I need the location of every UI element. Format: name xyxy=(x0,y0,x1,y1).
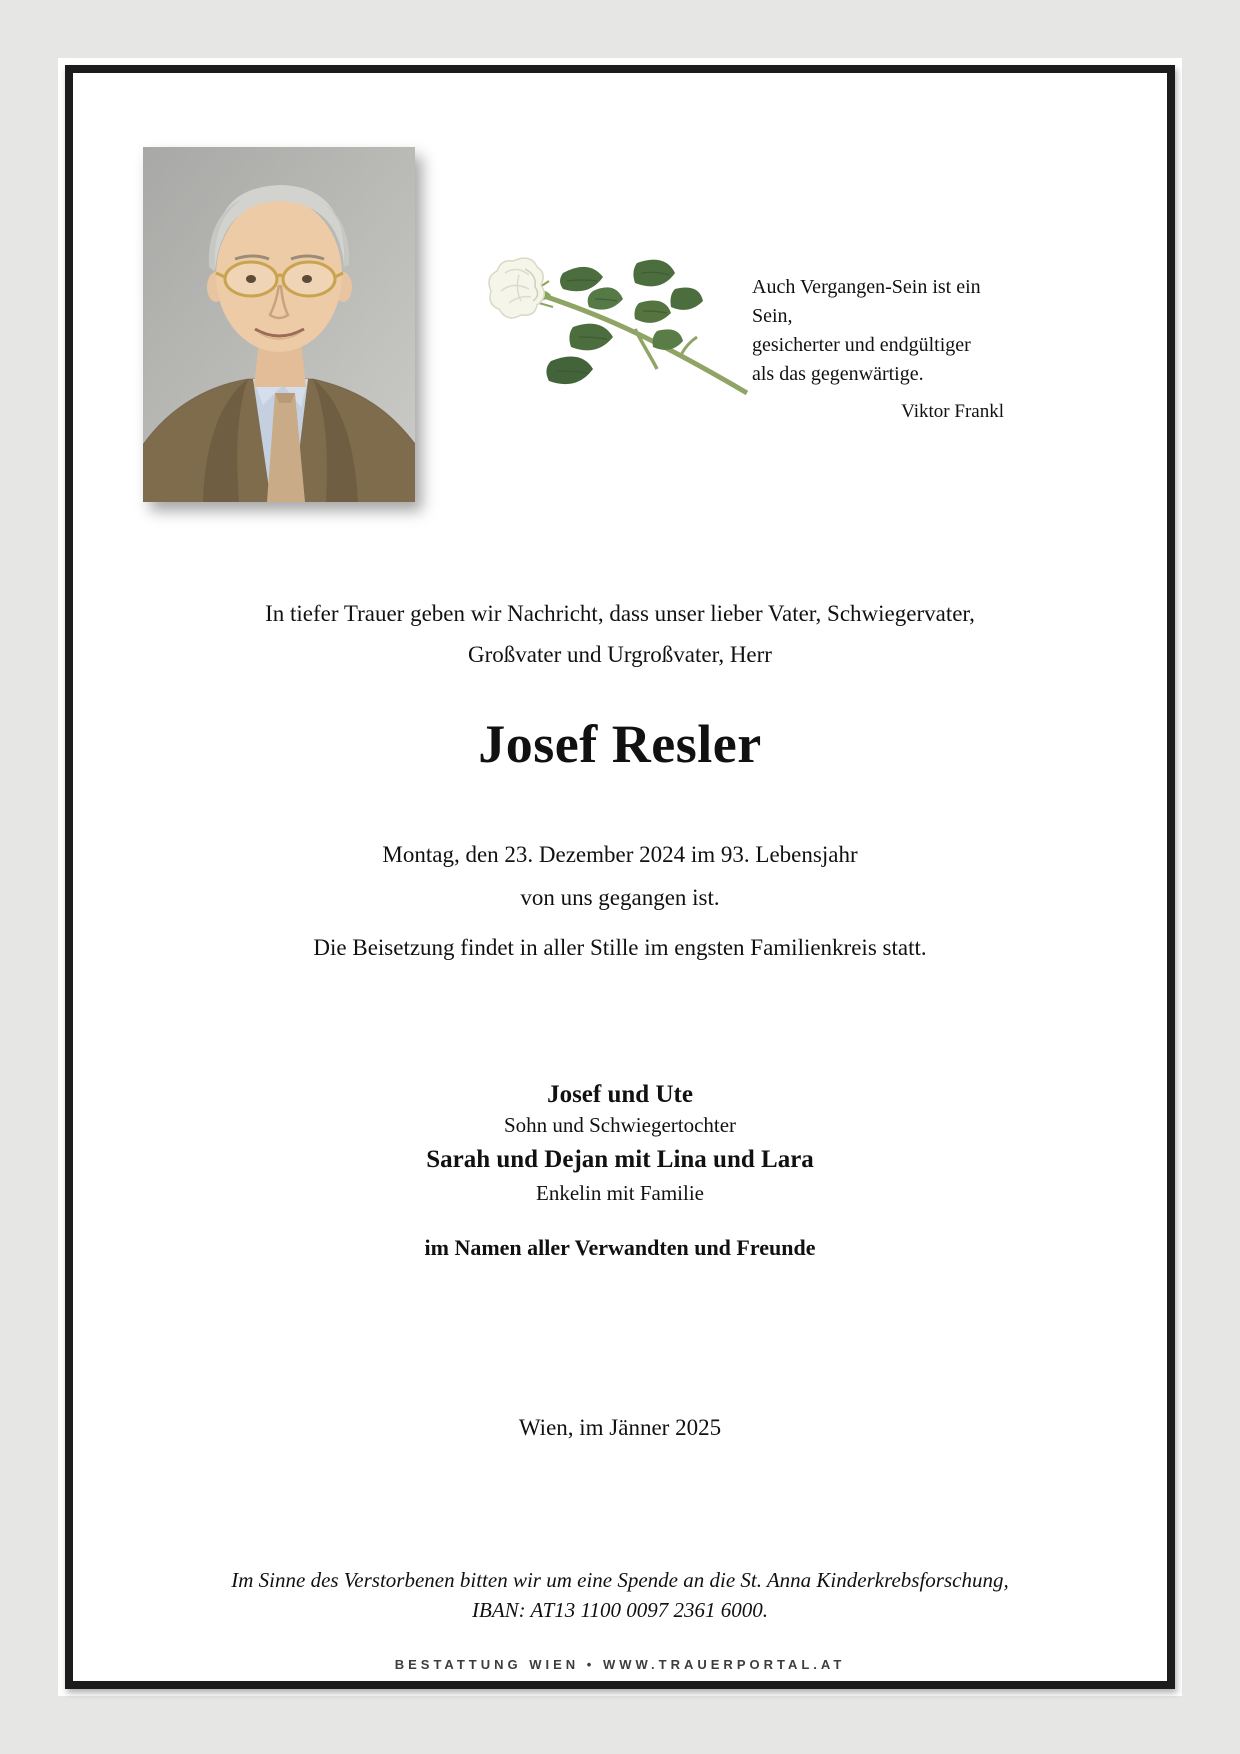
death-date-block xyxy=(73,833,1167,919)
quote-line: als das gegenwärtige. xyxy=(752,363,924,385)
deceased-portrait-photo xyxy=(143,147,415,502)
card-content xyxy=(73,73,1167,1681)
obituary-card xyxy=(65,65,1175,1689)
white-rose-image xyxy=(485,251,753,407)
funeral-home-footer: BESTATTUNG WIEN • WWW.TRAUERPORTAL.AT xyxy=(394,1657,846,1672)
closing-line: im Namen aller Verwandten und Freunde xyxy=(424,1235,816,1260)
quote-line: gesicherter und endgültiger xyxy=(752,334,971,356)
intro-line: Großvater und Urgroßvater, Herr xyxy=(468,642,772,667)
donation-request xyxy=(73,1565,1167,1625)
burial-notice: Die Beisetzung findet in aller Stille im engsten Familienkreis statt. xyxy=(313,935,927,960)
mourner-relation: Enkelin mit Familie xyxy=(536,1181,704,1205)
donation-line: Im Sinne des Verstorbenen bitten wir um eine Spende an die St. Anna Kinderkrebsforschung, xyxy=(231,1568,1009,1592)
portrait-illustration xyxy=(143,147,415,502)
memorial-quote xyxy=(752,273,1004,426)
donation-line: IBAN: AT13 1100 0097 2361 6000. xyxy=(472,1598,768,1622)
intro-line: In tiefer Trauer geben wir Nachricht, dass unser lieber Vater, Schwiegervater, xyxy=(265,601,975,626)
quote-line: Auch Vergangen-Sein ist ein Sein, xyxy=(752,276,981,327)
mourner-names: Josef und Ute xyxy=(547,1081,693,1108)
death-date-line: von uns gegangen ist. xyxy=(520,885,720,910)
deceased-name: Josef Resler xyxy=(478,714,762,774)
quote-attribution: Viktor Frankl xyxy=(901,401,1004,422)
mourner-relation: Sohn und Schwiegertochter xyxy=(503,1113,737,1137)
mourner-names: Sarah und Dejan mit Lina und Lara xyxy=(426,1146,814,1173)
place-and-date: Wien, im Jänner 2025 xyxy=(518,1415,722,1440)
announcement-intro xyxy=(73,593,1167,675)
rose-illustration xyxy=(485,251,753,407)
death-date-line: Montag, den 23. Dezember 2024 im 93. Lebensjahr xyxy=(382,842,858,867)
obituary-card-outer-frame xyxy=(58,58,1182,1696)
